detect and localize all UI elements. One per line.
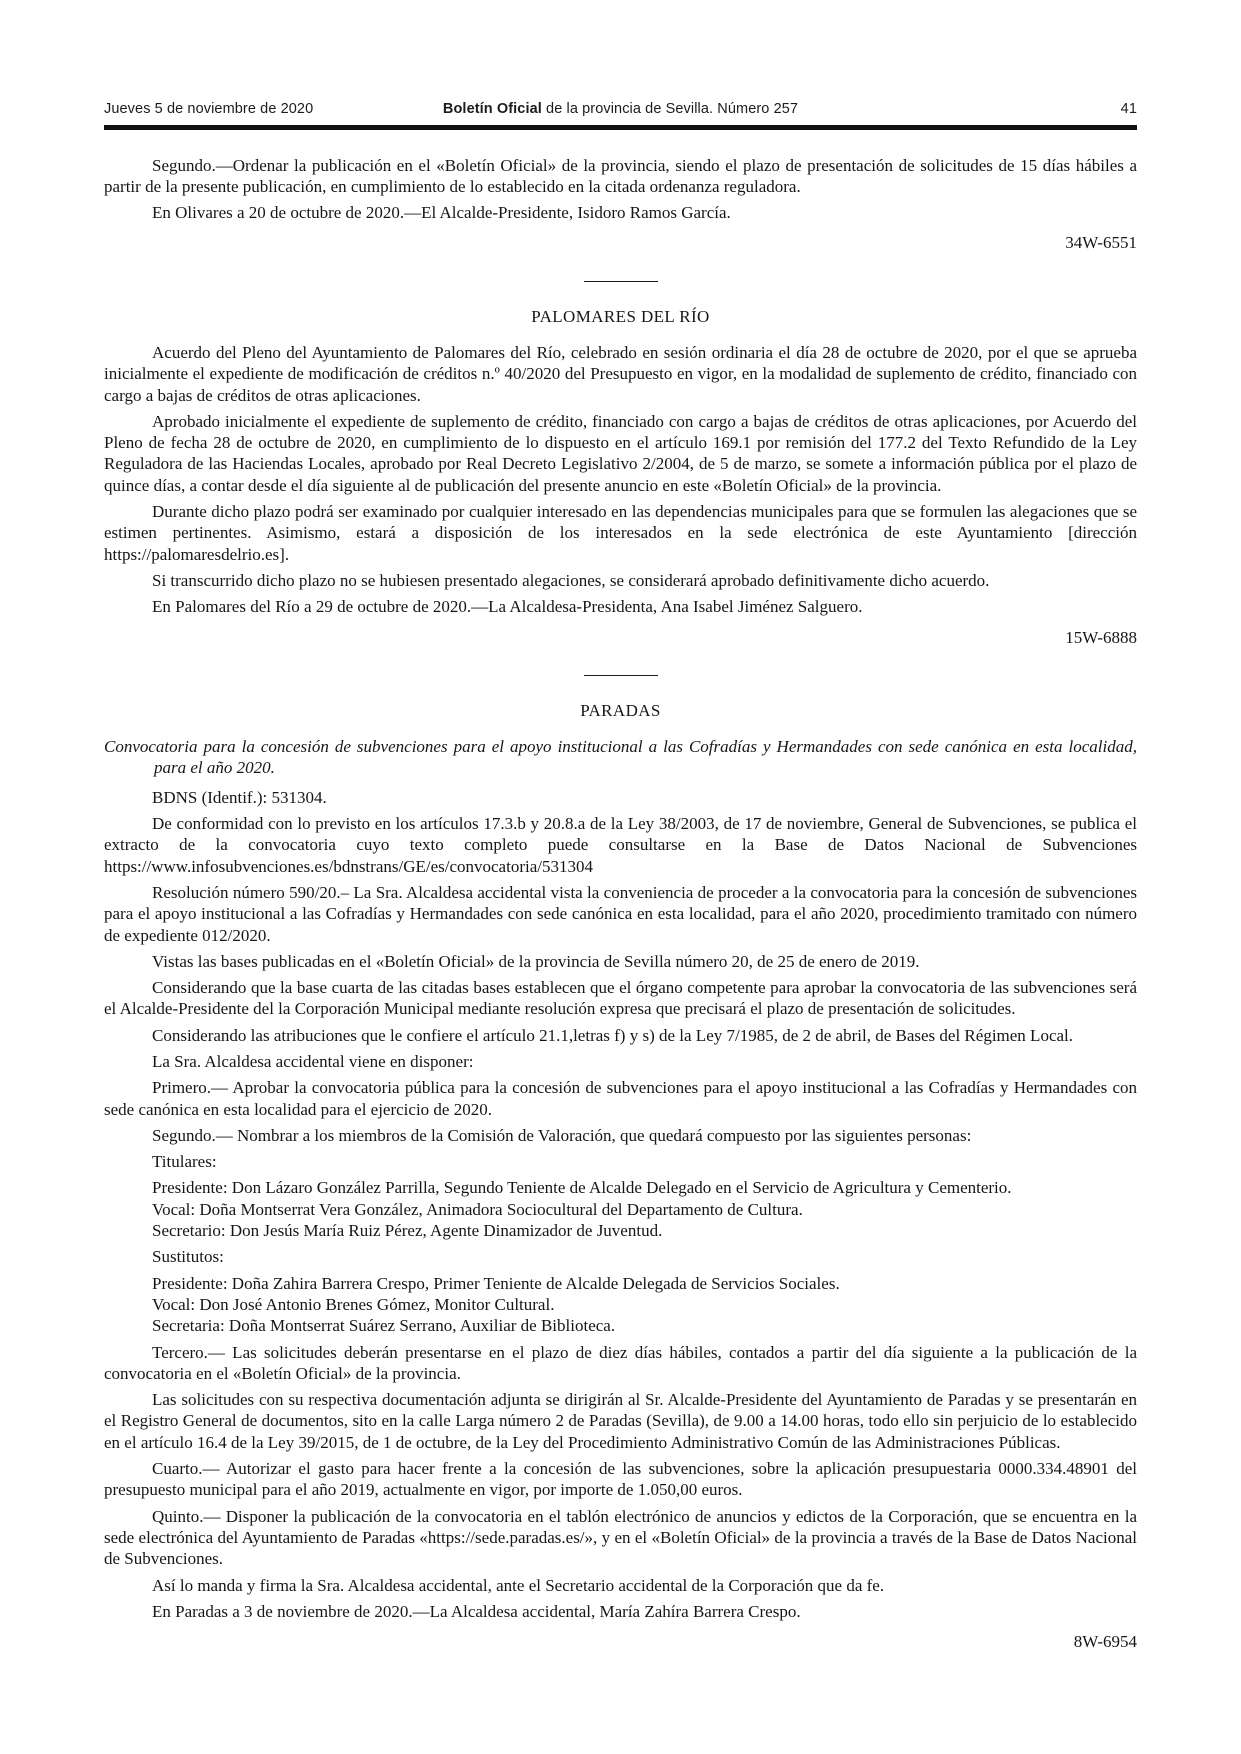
header-bulletin-subtitle: de la provincia de Sevilla. Número 257 xyxy=(541,101,799,117)
signature-line-paradas: En Paradas a 3 de noviembre de 2020.—La Alcaldesa accidental, María Zahíra Barrera Crespo. xyxy=(152,1601,801,1621)
page-content xyxy=(104,155,1137,1653)
header-rule xyxy=(104,125,1137,130)
paragraph-conformidad: De conformidad con lo previsto en los artículos 17.3.b y 20.8.a de la Ley 38/2003, de 17 de noviembre, General de Subvenciones, se publica el extracto de la convocatoria cuyo texto completo puede consultarse en la Base de Datos Nacional de Subvenciones https://www.infosubvenciones.es/bdnstrans/GE/es/convocatoria/531304 xyxy=(104,814,1137,876)
committee-member-line: Secretario: Don Jesús María Ruiz Pérez, Agente Dinamizador de Juventud. xyxy=(152,1221,663,1241)
convocatoria-subtitle: Convocatoria para la concesión de subvenciones para el apoyo institucional a las Cofradías y Hermandades con sede canónica en esta localidad, para el año 2020. xyxy=(104,737,1137,778)
committee-titulares-list xyxy=(104,1177,1137,1241)
paragraph-si-transcurrido: Si transcurrido dicho plazo no se hubiesen presentado alegaciones, se considerará aprobado definitivamente dicho acuerdo. xyxy=(152,570,990,590)
section-paradas xyxy=(104,700,1137,1653)
header-page-number: 41 xyxy=(1120,101,1137,117)
committee-member-line: Presidente: Don Lázaro González Parrilla, Segundo Teniente de Alcalde Delegado en el Servicio de Agricultura y Cementerio. xyxy=(152,1178,1012,1198)
reference-code-palomares: 15W-6888 xyxy=(1065,627,1137,647)
paragraph-durante: Durante dicho plazo podrá ser examinado por cualquier interesado en las dependencias municipales para que se formulen las alegaciones que se estimen pertinentes. Asimismo, estará a disposición de los interesados en la sede electrónica de este Ayuntamiento [dirección https://palomaresdelrio.es]. xyxy=(104,502,1137,564)
reference-code-paradas: 8W-6954 xyxy=(1073,1632,1137,1652)
signature-line-palomares: En Palomares del Río a 29 de octubre de 2020.—La Alcaldesa-Presidenta, Ana Isabel Jiménez Salguero. xyxy=(152,597,863,617)
paragraph-segundo-olivares: Segundo.—Ordenar la publicación en el «Boletín Oficial» de la provincia, siendo el plazo de presentación de solicitudes de 15 días hábiles a partir de la presente publicación, en cumplimiento de lo establecido en la citada ordenanza reguladora. xyxy=(104,155,1137,196)
paragraph-considerando-atribuciones: Considerando las atribuciones que le confiere el artículo 21.1,letras f) y s) de la Ley 7/1985, de 2 de abril, de Bases del Régimen Local. xyxy=(152,1025,1074,1045)
header-date: Jueves 5 de noviembre de 2020 xyxy=(104,101,314,117)
signature-line-olivares: En Olivares a 20 de octubre de 2020.—El Alcalde-Presidente, Isidoro Ramos García. xyxy=(152,203,731,223)
header-bulletin-name: Boletín Oficial xyxy=(442,101,542,117)
committee-sustitutos-list xyxy=(104,1273,1137,1337)
paragraph-tercero: Tercero.— Las solicitudes deberán presentarse en el plazo de diez días hábiles, contados a partir del día siguiente a la publicación de la convocatoria en el «Boletín Oficial» de la provincia. xyxy=(104,1342,1137,1383)
paragraph-dispone: La Sra. Alcaldesa accidental viene en disponer: xyxy=(152,1052,474,1071)
paragraph-acuerdo: Acuerdo del Pleno del Ayuntamiento de Palomares del Río, celebrado en sesión ordinaria el día 28 de octubre de 2020, por el que se aprueba inicialmente el expediente de modificación de créditos n.º 40/2020 del Presupuesto en vigor, en la modalidad de suplemento de crédito, financiado con cargo a bajas de créditos de otras aplicaciones. xyxy=(104,342,1137,405)
paragraph-quinto: Quinto.— Disponer la publicación de la convocatoria en el tablón electrónico de anuncios y edictos de la Corporación, que se encuentra en la sede electrónica del Ayuntamiento de Paradas «https://sede.paradas.es/», y en el «Boletín Oficial» de la provincia a través de la Base de Datos Nacional de Subvenciones. xyxy=(104,1506,1137,1569)
section-palomares-del-rio xyxy=(104,306,1137,648)
committee-sustitutos-label: Sustitutos: xyxy=(152,1247,224,1267)
paragraph-primero: Primero.— Aprobar la convocatoria pública para la concesión de subvenciones para el apoyo institucional a las Cofradías y Hermandades con sede canónica en esta localidad para el ejercicio de 2020. xyxy=(104,1078,1137,1119)
paragraph-aprobado: Aprobado inicialmente el expediente de suplemento de crédito, financiado con cargo a bajas de créditos de otras aplicaciones, por Acuerdo del Pleno de fecha 28 de octubre de 2020, en cumplimiento de lo dispuesto en el artículo 169.1 por remisión del 177.2 del Texto Refundido de la Ley Reguladora de las Haciendas Locales, aprobado por Real Decreto Legislativo 2/2004, de 5 de marzo, se somete a información pública por el plazo de quince días, a contar desde el día siguiente al de publicación del presente anuncio en este «Boletín Oficial» de la provincia. xyxy=(104,411,1137,495)
paragraph-considerando-base: Considerando que la base cuarta de las citadas bases establecen que el órgano competente para aprobar la convocatoria de las subvenciones será el Alcalde-Presidente del la Corporación Municipal mediante resolución expresa que precisará el plazo de presentación de solicitudes. xyxy=(104,978,1137,1019)
paragraph-segundo-paradas: Segundo.— Nombrar a los miembros de la Comisión de Valoración, que quedará compuesto por las siguientes personas: xyxy=(152,1125,972,1145)
paragraph-solicitudes: Las solicitudes con su respectiva documentación adjunta se dirigirán al Sr. Alcalde-Presidente del Ayuntamiento de Paradas y se presentarán en el Registro General de documentos, sito en la calle Larga número 2 de Paradas (Sevilla), de 9.00 a 14.00 horas, todo ello sin perjuicio de lo establecido en el artículo 16.4 de la Ley 39/2015, de 1 de octubre, de la Ley del Procedimiento Administrativo Común de las Administraciones Públicas. xyxy=(104,1390,1137,1452)
reference-code-olivares: 34W-6551 xyxy=(1065,233,1137,253)
section-heading-paradas: PARADAS xyxy=(580,700,661,720)
paragraph-asi-lo-manda: Así lo manda y firma la Sra. Alcaldesa accidental, ante el Secretario accidental de la Corporación que da fe. xyxy=(152,1575,885,1595)
bdns-identifier-line: BDNS (Identif.): 531304. xyxy=(152,787,327,807)
committee-member-line: Vocal: Doña Montserrat Vera González, Animadora Sociocultural del Departamento de Cultura. xyxy=(152,1199,803,1219)
committee-titulares-label: Titulares: xyxy=(152,1152,217,1172)
page-header xyxy=(104,101,1137,118)
paragraph-cuarto: Cuarto.— Autorizar el gasto para hacer frente a la concesión de las subvenciones, sobre la aplicación presupuestaria 0000.334.48901 del presupuesto municipal para el año 2019, actualmente en vigor, por importe de 1.050,00 euros. xyxy=(104,1459,1137,1500)
section-divider xyxy=(584,281,658,282)
committee-member-line: Vocal: Don José Antonio Brenes Gómez, Monitor Cultural. xyxy=(152,1294,555,1314)
paragraph-vistas: Vistas las bases publicadas en el «Boletín Oficial» de la provincia de Sevilla número 20, de 25 de enero de 2019. xyxy=(152,951,920,971)
committee-member-line: Presidente: Doña Zahira Barrera Crespo, Primer Teniente de Alcalde Delegada de Servicios Sociales. xyxy=(152,1273,840,1293)
paragraph-resolucion: Resolución número 590/20.– La Sra. Alcaldesa accidental vista la conveniencia de proceder a la convocatoria para la concesión de subvenciones para el apoyo institucional a las Cofradías y Hermandades con sede canónica en esta localidad, para el año 2020, procedimiento tramitado con número de expediente 012/2020. xyxy=(104,882,1137,945)
section-heading-palomares: PALOMARES DEL RÍO xyxy=(531,306,710,326)
committee-member-line: Secretaria: Doña Montserrat Suárez Serrano, Auxiliar de Biblioteca. xyxy=(152,1316,616,1336)
section-divider xyxy=(584,675,658,676)
header-bulletin-title xyxy=(375,101,867,118)
section-olivares xyxy=(104,155,1137,254)
